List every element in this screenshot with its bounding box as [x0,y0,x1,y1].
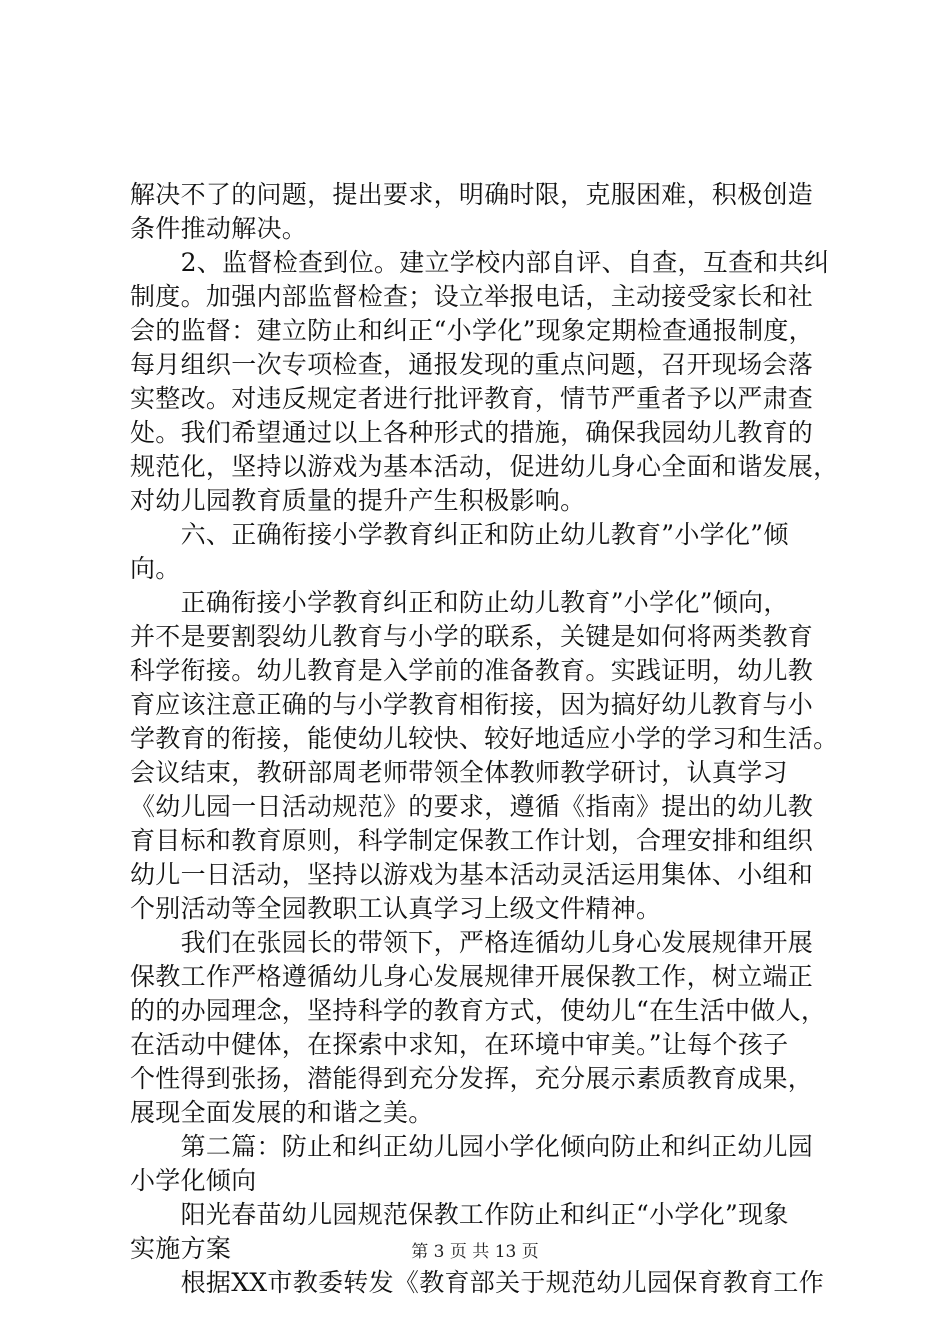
text-line: 会的监督：建立防止和纠正“小学化”现象定期检查通报制度， [130,316,814,345]
text-line: 个别活动等全园教职工认真学习上级文件精神。 [130,894,662,923]
text-line: 小学化倾向 [130,1166,257,1195]
text-line: 阳光春苗幼儿园规范保教工作防止和纠正“小学化”现象 [130,1200,789,1229]
text-line: 的的办园理念，坚持科学的教育方式，使幼儿“在生活中做人， [130,996,827,1025]
text-line: 我们在张园长的带领下，严格连循幼儿身心发展规律开展 [130,928,814,957]
text-line: 科学衔接。幼儿教育是入学前的准备教育。实践证明，幼儿教 [130,656,814,685]
text-line: 育应该注意正确的与小学教育相衔接，因为搞好幼儿教育与小 [130,690,814,719]
text-line: 2、监督检查到位。建立学校内部自评、自查，互查和共纠 [130,248,830,277]
document-body [130,178,850,1300]
text-line: 第二篇：防止和纠正幼儿园小学化倾向防止和纠正幼儿园 [130,1132,814,1161]
text-line: 六、正确衔接小学教育纠正和防止幼儿教育”小学化”倾 [130,520,789,549]
text-line: 在活动中健体，在探索中求知，在环境中审美。”让每个孩子 [130,1030,789,1059]
text-line: 对幼儿园教育质量的提升产生积极影响。 [130,486,586,515]
text-line: 保教工作严格遵循幼儿身心发展规律开展保教工作，树立端正 [130,962,814,991]
text-line: 条件推动解决。 [130,214,308,243]
text-line: 每月组织一次专项检查，通报发现的重点问题，召开现场会落 [130,350,814,379]
text-line: 根据XX市教委转发《教育部关于规范幼儿园保育教育工作 [130,1268,824,1297]
text-line: 学教育的衔接，能使幼儿较快、较好地适应小学的学习和生活。 [130,724,839,753]
text-line: 幼儿一日活动，坚持以游戏为基本活动灵活运用集体、小组和 [130,860,814,889]
text-line: 制度。加强内部监督检查；设立举报电话，主动接受家长和社 [130,282,814,311]
page-footer: 第 3 页 共 13 页 [411,1242,539,1262]
text-line: 实整改。对违反规定者进行批评教育，情节严重者予以严肃查 [130,384,814,413]
text-line: 正确衔接小学教育纠正和防止幼儿教育”小学化”倾向， [130,588,789,617]
text-line: 个性得到张扬，潜能得到充分发挥，充分展示素质教育成果， [130,1064,814,1093]
text-line: 育目标和教育原则，科学制定保教工作计划，合理安排和组织 [130,826,814,855]
text-line: 实施方案 [130,1234,232,1263]
text-line: 处。我们希望通过以上各种形式的措施，确保我园幼儿教育的 [130,418,814,447]
text-line: 解决不了的问题，提出要求，明确时限，克服困难，积极创造 [130,180,814,209]
text-line: 《幼儿园一日活动规范》的要求，遵循《指南》提出的幼儿教 [130,792,814,821]
text-line: 向。 [130,554,181,583]
text-line: 会议结束，教研部周老师带领全体教师教学研讨，认真学习 [130,758,788,787]
text-line: 并不是要割裂幼儿教育与小学的联系，关键是如何将两类教育 [130,622,814,651]
text-line: 规范化，坚持以游戏为基本活动，促进幼儿身心全面和谐发展， [130,452,839,481]
text-line: 展现全面发展的和谐之美。 [130,1098,434,1127]
